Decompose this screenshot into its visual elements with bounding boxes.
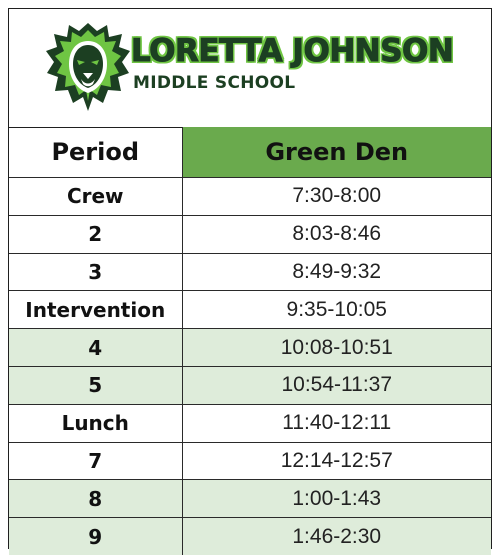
period-cell: 3 xyxy=(9,253,182,291)
period-cell: 2 xyxy=(9,215,182,253)
time-cell: 12:14-12:57 xyxy=(182,442,491,480)
bell-schedule xyxy=(8,8,492,549)
time-cell: 1:00-1:43 xyxy=(182,480,491,518)
table-header-row xyxy=(9,127,491,178)
table-row xyxy=(9,329,491,367)
column-header-green-den: Green Den xyxy=(182,127,491,178)
time-cell: 8:03-8:46 xyxy=(182,215,491,253)
table-row xyxy=(9,442,491,480)
period-cell: 8 xyxy=(9,480,182,518)
table-row xyxy=(9,253,491,291)
period-cell: 9 xyxy=(9,518,182,555)
time-cell: 7:30-8:00 xyxy=(182,178,491,216)
table-row xyxy=(9,291,491,329)
schedule-table xyxy=(9,127,491,555)
column-header-period: Period xyxy=(9,127,182,178)
table-row xyxy=(9,215,491,253)
time-cell: 10:08-10:51 xyxy=(182,329,491,367)
period-cell: 7 xyxy=(9,442,182,480)
time-cell: 10:54-11:37 xyxy=(182,366,491,404)
time-cell: 9:35-10:05 xyxy=(182,291,491,329)
school-name: LORETTA JOHNSON xyxy=(131,33,454,69)
period-cell: Lunch xyxy=(9,404,182,442)
table-row xyxy=(9,404,491,442)
period-cell: 4 xyxy=(9,329,182,367)
time-cell: 11:40-12:11 xyxy=(182,404,491,442)
table-row xyxy=(9,518,491,555)
period-cell: Intervention xyxy=(9,291,182,329)
period-cell: 5 xyxy=(9,366,182,404)
lion-logo-icon xyxy=(45,21,131,113)
table-row xyxy=(9,480,491,518)
school-subtitle: MIDDLE SCHOOL xyxy=(133,73,296,93)
table-row xyxy=(9,178,491,216)
time-cell: 1:46-2:30 xyxy=(182,518,491,555)
time-cell: 8:49-9:32 xyxy=(182,253,491,291)
table-row xyxy=(9,366,491,404)
school-header xyxy=(9,9,491,128)
period-cell: Crew xyxy=(9,178,182,216)
